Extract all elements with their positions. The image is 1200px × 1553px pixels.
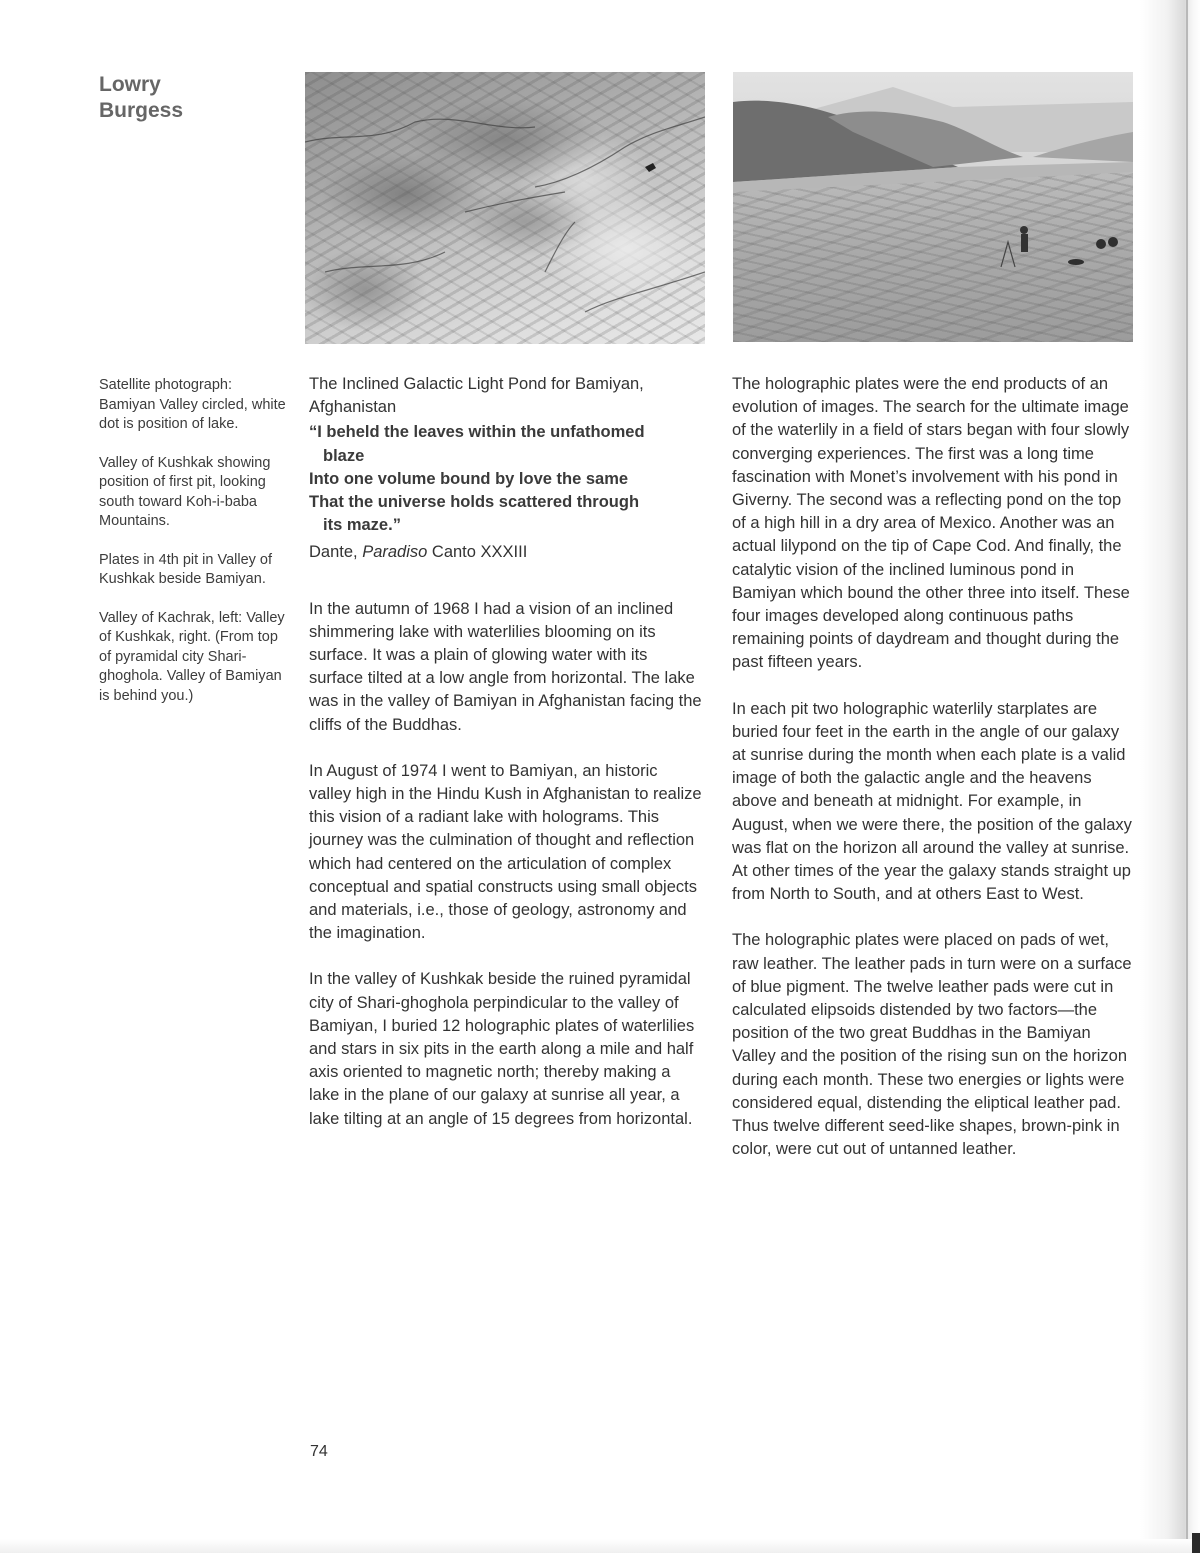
corner-mark: [1192, 1533, 1200, 1553]
paragraph: In the autumn of 1968 I had a vision of an inclined shimmering lake with waterlilies blooming on its surface. It was a plain of glowing water with its surface tilted at a low angle from horizontal. The lake was in the valley of Bamiyan in Afghanistan facing the cliffs of the Buddhas.: [309, 599, 702, 734]
bag-on-ground: [1068, 259, 1084, 265]
river-line: [535, 117, 705, 187]
attribution-author: Dante,: [309, 543, 363, 562]
work-title: The Inclined Galactic Light Pond for Bamiyan, Afghanistan: [309, 375, 644, 417]
paragraph: The holographic plates were placed on pads of wet, raw leather. The leather pads in turn were on a surface of blue pigment. The twelve leather pads were cut in calculated elipsoids distended by two factors—the position of the two great Buddhas in the Bamiyan Valley and the position of the rising sun on the horizon during each month. These two energies or lights were considered equal, distending the eliptical leather pad. Thus twelve different seed-like shapes, brown-pink in color, were cut out of untanned leather.: [732, 931, 1132, 1159]
dante-quote: [309, 421, 704, 537]
seated-people: [1068, 237, 1118, 265]
quote-line: Into one volume bound by love the same: [309, 469, 629, 488]
person-head: [1020, 226, 1028, 234]
satellite-photo-image: [305, 72, 705, 344]
page-bottom-shadow: [0, 1539, 1200, 1553]
satellite-terrain-drawing: [305, 72, 705, 344]
quote-line: blaze: [323, 446, 365, 465]
paragraph: The holographic plates were the end products of an evolution of images. The search for the ultimate image of the waterlily in a field of stars began with four slowly converging experiences. The first was a long time fascination with Monet’s involvement with his pond in Giverny. The second was a reflecting pond on the top of a high hill in a dry area of Mexico. Another was an actual lilypond on the tip of Cape Cod. And finally, the catalytic vision of the inclined luminous pond in Bamiyan which bound the other three into itself. These four images developed along continuous paths remaining points of daydream and thought during the past fifteen years.: [732, 375, 1130, 672]
author-name: [99, 72, 183, 124]
river-line: [305, 119, 535, 142]
quote-line: “I beheld the leaves within the unfathomed: [309, 423, 645, 442]
attribution-canto: Canto XXXIII: [427, 543, 528, 562]
valley-photo-image: [733, 72, 1133, 342]
seated-person: [1108, 237, 1118, 247]
quote-attribution: [309, 541, 704, 564]
page-number: 74: [310, 1443, 328, 1460]
middle-text-column: [309, 373, 704, 1154]
paragraph: In the valley of Kushkak beside the ruined pyramidal city of Shari-ghoghola perpindicular to the valley of Bamiyan, I buried 12 holographic plates of waterlilies and stars in six pits in the earth along a mile and half axis oriented to magnetic north; thereby making a lake in the plane of our galaxy at sunrise all year, a lake tilting at an angle of 15 degrees from horizontal.: [309, 970, 695, 1128]
right-text-column: [732, 373, 1132, 1185]
river-line: [325, 252, 445, 272]
photo-captions: [99, 376, 289, 725]
author-last-name: Burgess: [99, 99, 184, 122]
attribution-work: Paradiso: [362, 543, 428, 562]
person-with-tripod: [1001, 226, 1028, 267]
paragraph: In August of 1974 I went to Bamiyan, an historic valley high in the Hindu Kush in Afghanistan to realize this vision of a radiant lake with holograms. This journey was the culmination of thought and reflection which had centered on the articulation of complex conceptual and spatial constructs using small objects and materials, i.e., those of geology, astronomy and the imagination.: [309, 761, 702, 943]
river-line: [585, 272, 705, 312]
caption-satellite: Satellite photograph: Bamiyan Valley circled, white dot is position of lake.: [99, 377, 286, 432]
caption-first-pit: Valley of Kushkak showing position of first pit, looking south toward Koh-i-baba Mountains.: [99, 454, 271, 529]
caption-fourth-pit: Plates in 4th pit in Valley of Kushkak beside Bamiyan.: [99, 551, 273, 587]
paragraph: In each pit two holographic waterlily starplates are buried four feet in the earth in the angle of our galaxy at sunrise during the month when each plate is a valid image of both the galactic angle and the heavens above and beneath at midnight. For example, in August, when we were there, the position of the galaxy was flat on the horizon all around the valley at sunrise. At other times of the year the galaxy stands straight up from North to South, and at others East to West.: [732, 699, 1132, 904]
valley-mountains-drawing: [733, 72, 1133, 342]
author-first-name: Lowry: [99, 73, 161, 96]
quote-line: its maze.”: [323, 516, 401, 535]
caption-valleys: Valley of Kachrak, left: Valley of Kushkak, right. (From top of pyramidal city Shari-ghoghola. Valley of Bamiyan is behind you.): [99, 609, 285, 704]
page-edge-line: [1186, 0, 1188, 1540]
lake-mark: [645, 163, 656, 172]
seated-person: [1096, 239, 1106, 249]
river-line: [465, 192, 565, 212]
quote-line: That the universe holds scattered through: [309, 493, 640, 512]
page-binding-edge: [1140, 0, 1200, 1553]
river-line: [545, 222, 575, 272]
person-body: [1021, 234, 1028, 252]
tripod-icon: [1001, 242, 1015, 267]
